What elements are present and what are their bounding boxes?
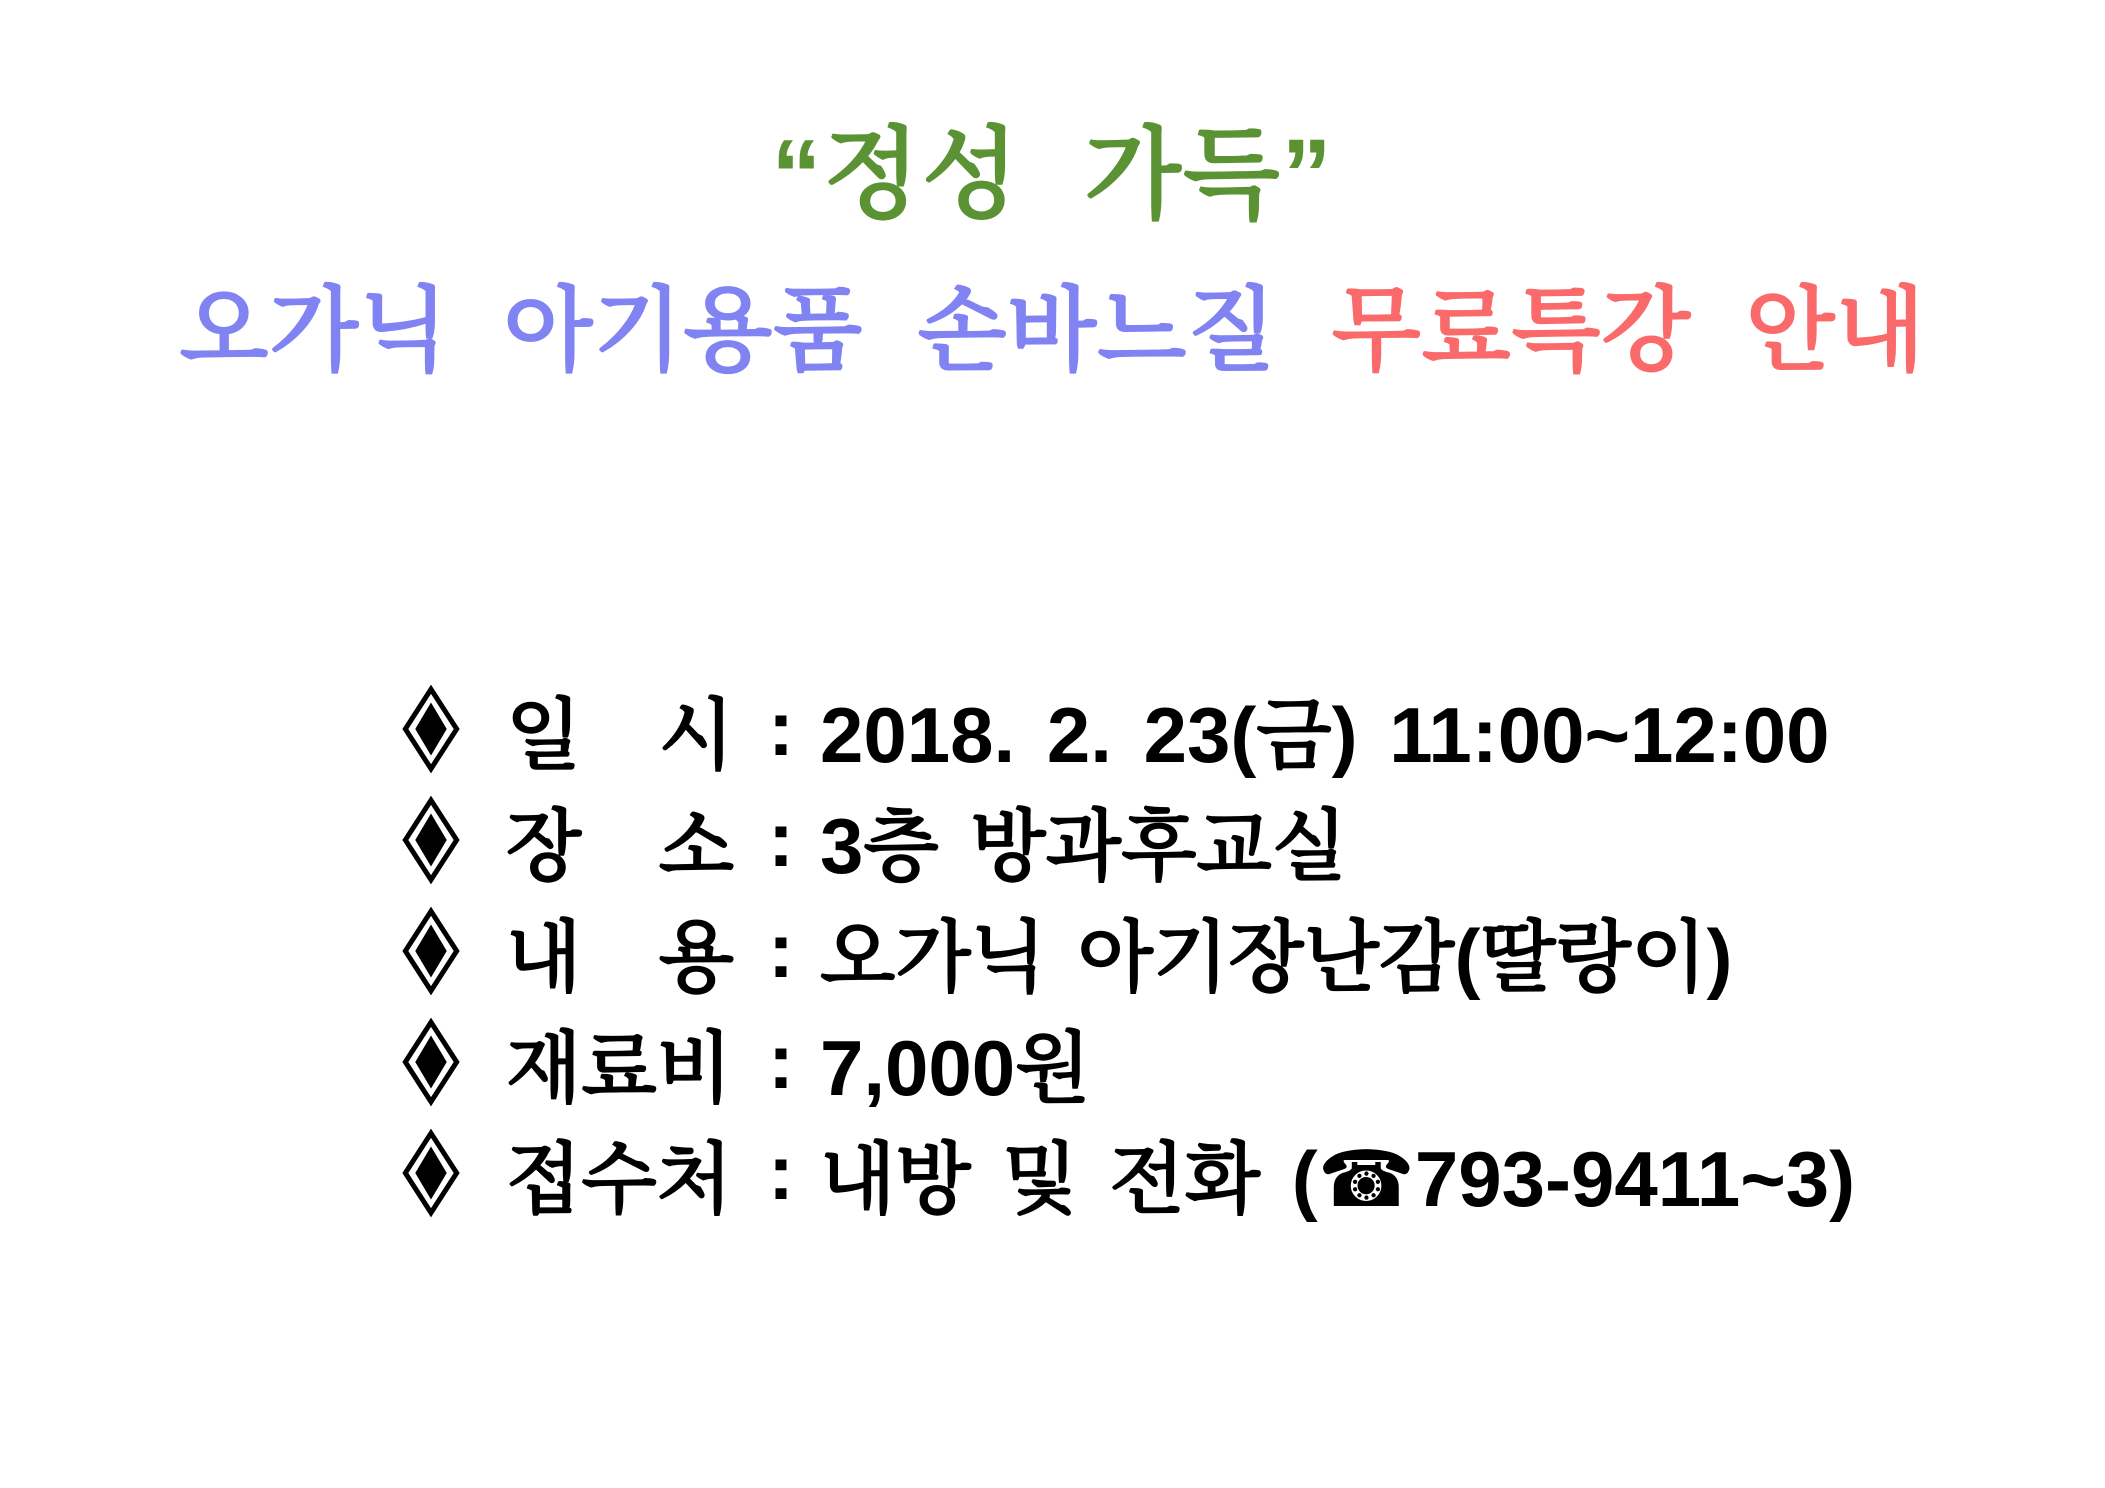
detail-label: 재료비 (506, 1023, 733, 1112)
detail-row-content (402, 895, 2105, 1006)
poster-title-sub (0, 269, 2105, 393)
detail-value: 오가닉 아기장난감(딸랑이) (819, 912, 1733, 1001)
diamond-bullet-icon (402, 794, 460, 886)
detail-row-fee (402, 1006, 2105, 1117)
diamond-bullet-icon (402, 905, 460, 997)
detail-separator: : (768, 906, 794, 994)
poster-title-sub-blue-text: 오가닉 아기용품 손바느질 (179, 280, 1332, 382)
detail-separator: : (768, 795, 794, 883)
detail-label: 접수처 (506, 1134, 733, 1223)
detail-separator: : (768, 1017, 794, 1105)
detail-value: 2018. 2. 23(금) 11:00~12:00 (819, 690, 1830, 779)
event-details-list (0, 673, 2105, 1228)
detail-label: 내 용 (506, 912, 734, 1001)
poster-title-main: “정성 가득” (771, 119, 1334, 231)
detail-separator: : (768, 1128, 794, 1216)
detail-row-date (402, 673, 2105, 784)
detail-label: 일 시 (506, 690, 734, 779)
detail-label: 장 소 (506, 801, 734, 890)
detail-row-registration (402, 1117, 2105, 1228)
detail-value: 7,000원 (819, 1023, 1091, 1112)
diamond-bullet-icon (402, 1127, 460, 1219)
poster-title-sub-red-text: 무료특강 안내 (1331, 280, 1926, 382)
detail-separator: : (768, 684, 794, 772)
detail-row-place (402, 784, 2105, 895)
detail-value: 내방 및 전화 (☎793-9411~3) (819, 1134, 1856, 1223)
diamond-bullet-icon (402, 1016, 460, 1108)
diamond-bullet-icon (402, 683, 460, 775)
detail-value: 3층 방과후교실 (819, 801, 1348, 890)
